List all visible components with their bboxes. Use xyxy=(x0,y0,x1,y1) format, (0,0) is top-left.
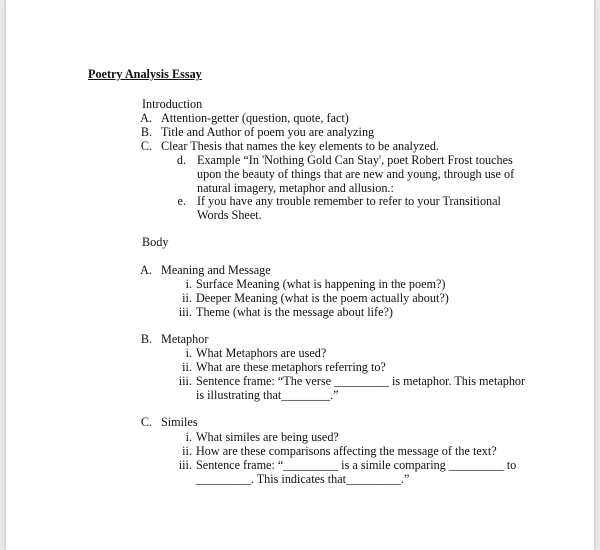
introduction-heading: Introduction xyxy=(142,97,203,111)
body-item-text: Surface Meaning (what is happening in the poem?) xyxy=(196,277,446,291)
intro-item-marker: C. xyxy=(140,139,152,153)
intro-subitem-line: upon the beauty of things that are new and young, through use of xyxy=(197,167,515,181)
body-item-text: What Metaphors are used? xyxy=(196,346,327,360)
intro-item-text: Clear Thesis that names the key elements to be analyzed. xyxy=(161,139,439,153)
body-item-text: What similes are being used? xyxy=(196,430,339,444)
body-section-heading: Metaphor xyxy=(161,332,209,346)
body-item-marker: ii. xyxy=(182,360,192,374)
body-section-marker: B. xyxy=(140,332,152,346)
body-item-text: What are these metaphors referring to? xyxy=(196,360,386,374)
body-item-marker: i. xyxy=(185,430,192,444)
body-section-heading: Similes xyxy=(161,415,198,429)
intro-subitem-line: Example “In 'Nothing Gold Can Stay', poet Robert Frost touches xyxy=(197,153,513,167)
body-item-marker: ii. xyxy=(182,291,192,305)
body-item-marker: i. xyxy=(185,346,192,360)
body-section-heading: Meaning and Message xyxy=(161,263,271,277)
document-page xyxy=(6,0,594,550)
body-item-marker: iii. xyxy=(178,374,192,388)
intro-item-marker: B. xyxy=(140,125,152,139)
body-item-line: Sentence frame: “The verse _________ is metaphor. This metaphor xyxy=(196,374,526,388)
body-heading: Body xyxy=(142,235,169,249)
body-item-text: How are these comparisons affecting the message of the text? xyxy=(196,444,497,458)
body-section-marker: A. xyxy=(140,263,152,277)
intro-subitem-line: Words Sheet. xyxy=(197,208,262,222)
body-item-text: Deeper Meaning (what is the poem actually about?) xyxy=(196,291,449,305)
intro-item-text: Title and Author of poem you are analyzing xyxy=(161,125,375,139)
body-section-marker: C. xyxy=(140,415,152,429)
body-item-marker: i. xyxy=(185,277,192,291)
intro-subitem-marker: d. xyxy=(176,153,186,167)
intro-subitem-line: natural imagery, metaphor and allusion.: xyxy=(197,181,394,195)
body-item-marker: iii. xyxy=(178,458,192,472)
document-title: Poetry Analysis Essay xyxy=(88,67,202,81)
body-item-marker: iii. xyxy=(178,305,192,319)
intro-subitem-line: If you have any trouble remember to refer to your Transitional xyxy=(197,194,501,208)
intro-item-marker: A. xyxy=(140,111,152,125)
body-item-marker: ii. xyxy=(182,444,192,458)
intro-item-text: Attention-getter (question, quote, fact) xyxy=(161,111,349,125)
body-item-line: _________. This indicates that_________.” xyxy=(196,472,410,486)
body-item-text: Theme (what is the message about life?) xyxy=(196,305,393,319)
body-item-line: Sentence frame: “_________ is a simile comparing _________ to xyxy=(196,458,517,472)
body-item-line: is illustrating that________.” xyxy=(196,388,339,402)
intro-subitem-marker: e. xyxy=(177,194,186,208)
